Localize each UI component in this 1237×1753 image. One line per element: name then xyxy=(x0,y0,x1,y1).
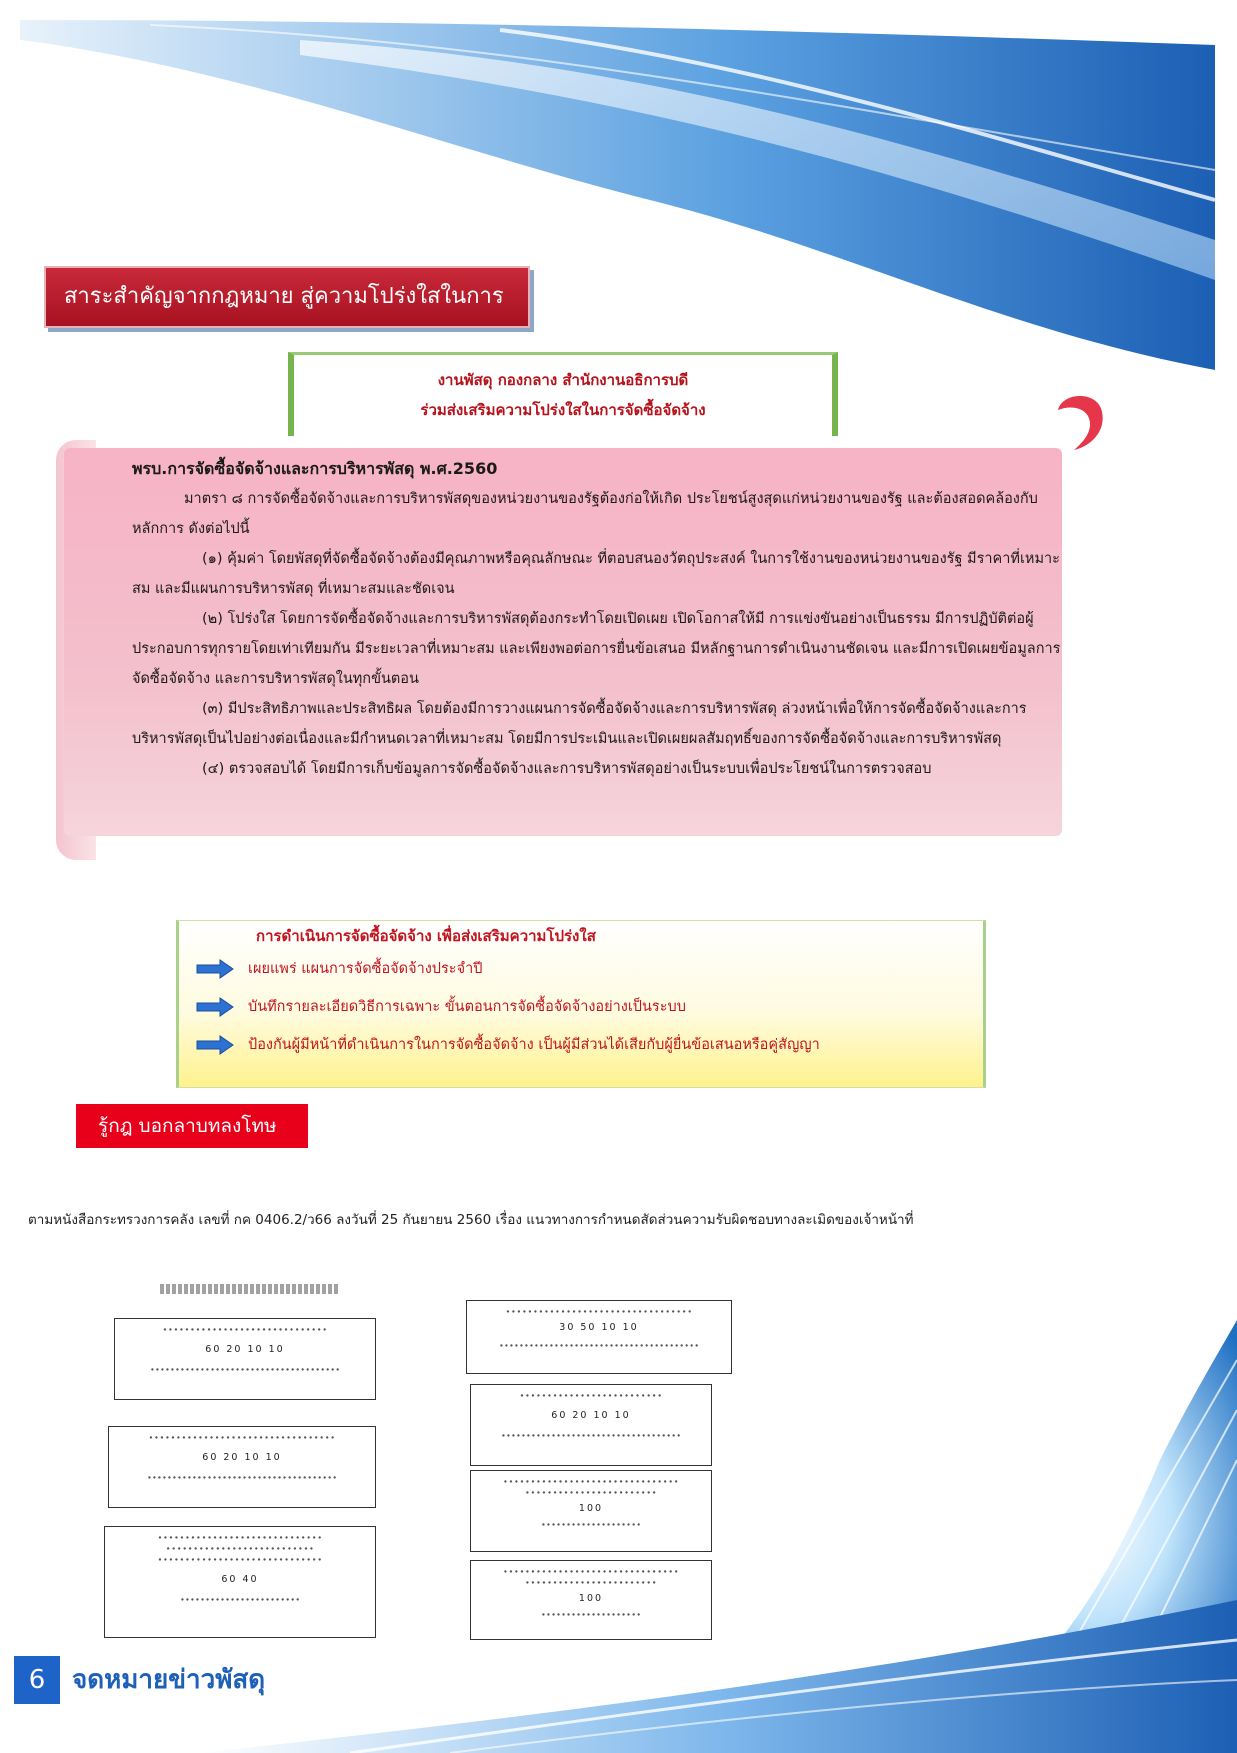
procedure-title: การดำเนินการจัดซื้อจัดจ้าง เพื่อส่งเสริมความโปร่งใส xyxy=(256,927,596,945)
scan-text-mark: ∙∙∙∙∙∙∙∙∙∙∙∙∙∙∙∙∙∙∙∙ xyxy=(540,1520,642,1529)
liability-ratio: 30 50 10 10 xyxy=(559,1322,639,1333)
scan-text-mark: ∙∙∙∙∙∙∙∙∙∙∙∙∙∙∙∙∙∙∙∙∙∙∙∙∙∙∙ xyxy=(165,1544,315,1553)
arrow-right-icon xyxy=(196,959,234,979)
law-paragraph: (๔) ตรวจสอบได้ โดยมีการเก็บข้อมูลการจัดซื้อจัดจ้างและการบริหารพัสดุอย่างเป็นระบบเพื่อประโยชน์ในการตรวจสอบ xyxy=(202,761,932,777)
law-paragraph: มาตรา ๘ การจัดซื้อจัดจ้างและการบริหารพัสดุของหน่วยงานของรัฐต้องก่อให้เกิด ประโยชน์สูงสุดแก่หน่วยงานของรัฐ และต้องสอดคล้องกับหลักการ ดังต่อไปนี้ xyxy=(132,491,1038,537)
liability-box xyxy=(470,1384,712,1466)
law-title: พรบ.การจัดซื้อจัดจ้างและการบริหารพัสดุ พ.ศ.2560 xyxy=(132,459,498,478)
procedure-item xyxy=(196,1030,820,1060)
procedure-item xyxy=(196,954,482,984)
newsletter-title: จดหมายข่าวพัสดุ xyxy=(72,1665,266,1695)
page-number: 6 xyxy=(14,1656,60,1704)
scan-text-mark: ∙∙∙∙∙∙∙∙∙∙∙∙∙∙∙∙∙∙∙∙∙∙∙∙∙∙∙∙∙∙∙∙∙∙∙∙∙∙ xyxy=(149,1365,341,1374)
procedure-item-text: บันทึกรายละเอียดวิธีการเฉพาะ ขั้นตอนการจัดซื้อจัดจ้างอย่างเป็นระบบ xyxy=(248,999,686,1015)
scan-text-mark: ∙∙∙∙∙∙∙∙∙∙∙∙∙∙∙∙∙∙∙∙∙∙∙∙∙∙∙∙∙∙∙∙∙∙∙∙∙∙∙∙ xyxy=(498,1341,700,1350)
liability-ratio: 100 xyxy=(578,1593,604,1604)
liability-ratio: 60 20 10 10 xyxy=(551,1410,631,1421)
org-box xyxy=(288,352,838,436)
liability-ratio: 60 40 xyxy=(221,1574,259,1585)
scan-text-mark: ∙∙∙∙∙∙∙∙∙∙∙∙∙∙∙∙∙∙∙∙∙∙∙∙∙∙∙∙∙∙∙∙ xyxy=(502,1567,680,1576)
law-paragraph: (๓) มีประสิทธิภาพและประสิทธิผล โดยต้องมีการวางแผนการจัดซื้อจัดจ้างและการบริหารพัสดุ ล่วงหน้าเพื่อให้การจัดซื้อจัดจ้างและการบริหารพัสดุเป็นไปอย่างต่อเนื่องและมีกำหนดเวลาที่เหมาะสม โดยมีการประเมินและเปิดเผยผลสัมฤทธิ์ของการจัดซื้อจัดจ้างและการบริหารพัสดุ xyxy=(132,701,1027,747)
arrow-right-icon xyxy=(196,997,234,1017)
scan-text-mark: ∙∙∙∙∙∙∙∙∙∙∙∙∙∙∙∙∙∙∙∙∙∙∙∙∙∙∙∙∙∙ xyxy=(162,1325,328,1334)
red-hook-icon xyxy=(1052,388,1108,452)
liability-ratio: 60 20 10 10 xyxy=(205,1344,285,1355)
section-title-bar: สาระสำคัญจากกฎหมาย สู่ความโปร่งใสในการจัดซื้อจัดจ้าง xyxy=(44,266,530,328)
scan-text-mark: ∙∙∙∙∙∙∙∙∙∙∙∙∙∙∙∙∙∙∙∙ xyxy=(540,1610,642,1619)
scan-text-mark: ∙∙∙∙∙∙∙∙∙∙∙∙∙∙∙∙∙∙∙∙∙∙∙∙∙∙∙∙∙∙∙∙∙∙ xyxy=(148,1433,336,1442)
liability-ratio: 100 xyxy=(578,1503,604,1514)
reference-line: ตามหนังสือกระทรวงการคลัง เลขที่ กค 0406.2/ว66 ลงวันที่ 25 กันยายน 2560 เรื่อง แนวทางการกำหนดสัดส่วนความรับผิดชอบทางละเมิดของเจ้าหน้าที่ xyxy=(28,1212,914,1228)
scan-text-mark: ∙∙∙∙∙∙∙∙∙∙∙∙∙∙∙∙∙∙∙∙∙∙∙∙∙∙∙∙∙∙∙∙ xyxy=(502,1477,680,1486)
procedure-item-text: เผยแพร่ แผนการจัดซื้อจัดจ้างประจำปี xyxy=(248,961,483,977)
law-paragraph: (๒) โปร่งใส โดยการจัดซื้อจัดจ้างและการบริหารพัสดุต้องกระทำโดยเปิดเผย เปิดโอกาสให้มี การแข่งขันอย่างเป็นธรรม มีการปฏิบัติต่อผู้ประกอบการทุกรายโดยเท่าเทียมกัน มีระยะเวลาที่เหมาะสม และเพียงพอต่อการยื่นข้อเสนอ มีหลักฐานการดำเนินงานชัดเจน และมีการเปิดเผยข้อมูลการจัดซื้อจัดจ้าง และการบริหารพัสดุในทุกขั้นตอน xyxy=(132,611,1061,687)
scan-text-mark: ∙∙∙∙∙∙∙∙∙∙∙∙∙∙∙∙∙∙∙∙∙∙∙∙ xyxy=(179,1595,301,1604)
org-line-1: งานพัสดุ กองกลาง สำนักงานอธิการบดี xyxy=(437,371,689,389)
liability-ratio: 60 20 10 10 xyxy=(202,1452,282,1463)
law-paragraph: (๑) คุ้มค่า โดยพัสดุที่จัดซื้อจัดจ้างต้องมีคุณภาพหรือคุณลักษณะ ที่ตอบสนองวัตถุประสงค์ ในการใช้งานของหน่วยงานของรัฐ มีราคาที่เหมาะสม และมีแผนการบริหารพัสดุ ที่เหมาะสมและชัดเจน xyxy=(132,551,1060,597)
org-line-2: ร่วมส่งเสริมความโปร่งใสในการจัดซื้อจัดจ้าง xyxy=(420,401,706,419)
scan-text-mark: ∙∙∙∙∙∙∙∙∙∙∙∙∙∙∙∙∙∙∙∙∙∙∙∙∙∙∙∙∙∙ xyxy=(157,1555,323,1564)
scan-text-mark: ∙∙∙∙∙∙∙∙∙∙∙∙∙∙∙∙∙∙∙∙∙∙∙∙ xyxy=(524,1488,658,1497)
scan-text-mark: ∙∙∙∙∙∙∙∙∙∙∙∙∙∙∙∙∙∙∙∙∙∙∙∙∙∙∙∙∙∙ xyxy=(157,1533,323,1542)
law-text xyxy=(132,454,1062,784)
liability-box xyxy=(466,1300,732,1374)
scan-heading-mark xyxy=(160,1284,340,1294)
scan-text-mark: ∙∙∙∙∙∙∙∙∙∙∙∙∙∙∙∙∙∙∙∙∙∙∙∙∙∙∙∙∙∙∙∙∙∙∙∙∙∙ xyxy=(146,1473,338,1482)
rules-label: รู้กฎ บอกลาบทลงโทษ xyxy=(76,1104,308,1148)
liability-box xyxy=(470,1470,712,1552)
procedure-item xyxy=(196,992,686,1022)
scan-text-mark: ∙∙∙∙∙∙∙∙∙∙∙∙∙∙∙∙∙∙∙∙∙∙∙∙∙∙∙∙∙∙∙∙∙∙∙∙ xyxy=(500,1431,682,1440)
scan-text-mark: ∙∙∙∙∙∙∙∙∙∙∙∙∙∙∙∙∙∙∙∙∙∙∙∙∙∙∙∙∙∙∙∙∙∙ xyxy=(505,1307,693,1316)
scan-text-mark: ∙∙∙∙∙∙∙∙∙∙∙∙∙∙∙∙∙∙∙∙∙∙∙∙∙∙ xyxy=(519,1391,663,1400)
scan-text-mark: ∙∙∙∙∙∙∙∙∙∙∙∙∙∙∙∙∙∙∙∙∙∙∙∙ xyxy=(524,1578,658,1587)
arrow-right-icon xyxy=(196,1035,234,1055)
liability-box xyxy=(114,1318,376,1400)
procedure-item-text: ป้องกันผู้มีหน้าที่ดำเนินการในการจัดซื้อจัดจ้าง เป็นผู้มีส่วนได้เสียกับผู้ยื่นข้อเสนอหรือคู่สัญญา xyxy=(248,1037,820,1053)
liability-box xyxy=(108,1426,376,1508)
